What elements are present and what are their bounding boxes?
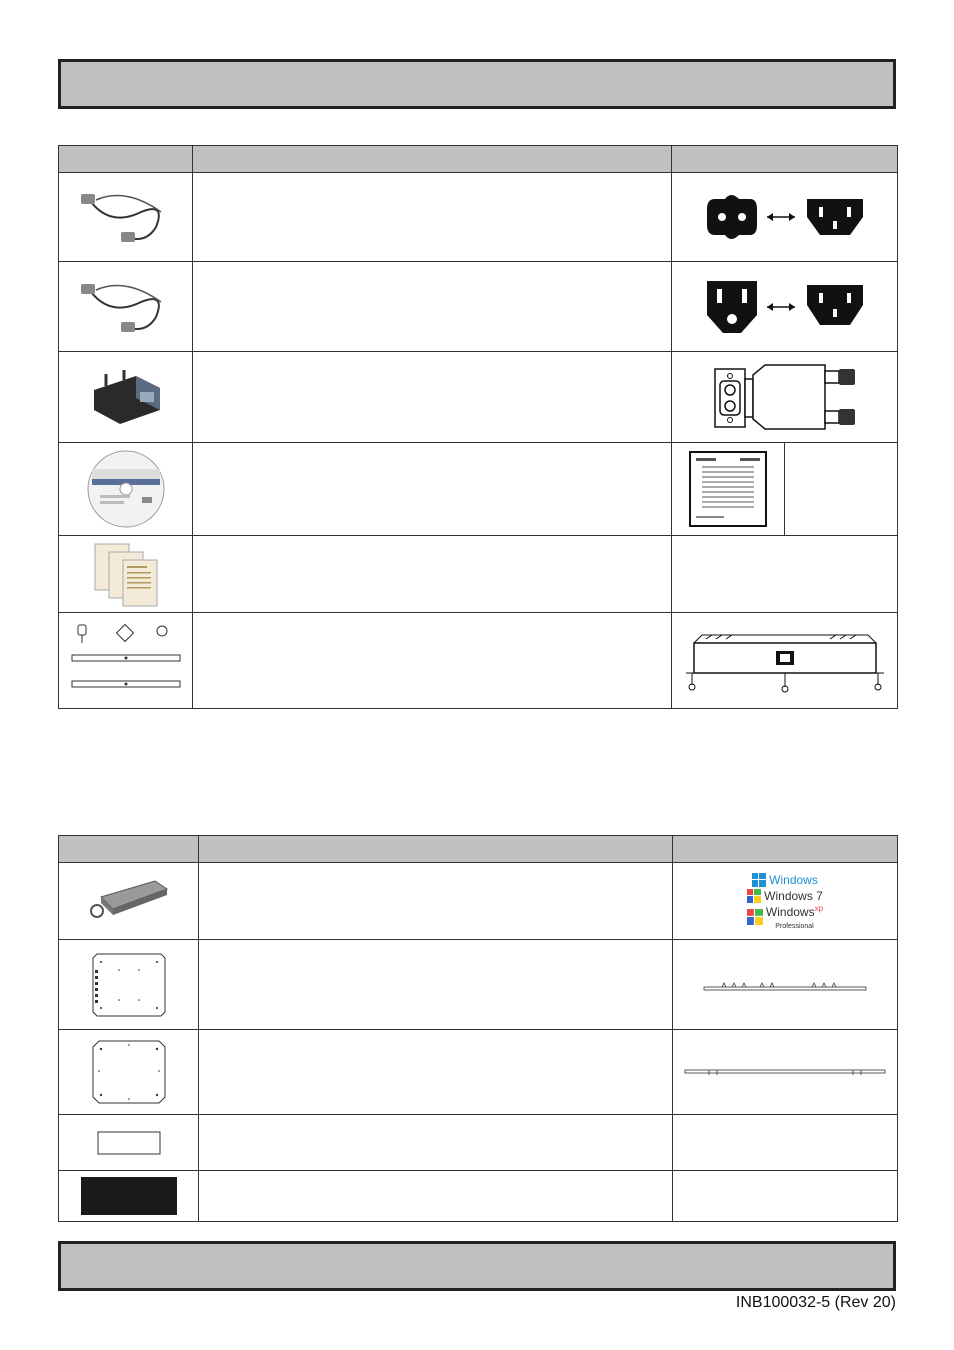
usb-stick-icon [59,863,199,940]
row-description [199,1171,673,1222]
table-row [59,262,898,352]
row-detail-empty [672,536,898,613]
header-cell-description [193,146,672,173]
optional-accessories-table [58,835,898,1222]
panel-flat-profile-icon [673,1030,898,1115]
eu-to-c13-plug-adapter-icon [672,173,898,262]
us-to-c13-plug-adapter-icon [672,262,898,352]
product-material-dvd-icon [59,443,193,536]
row-description [199,1115,673,1171]
row-description [199,1030,673,1115]
xp-professional-label: Professional [775,922,814,930]
row-description [193,443,672,536]
header-cell-detail [673,836,898,863]
header-cell-image [59,146,193,173]
standard-accessories-table [58,145,898,709]
table-row [59,1115,898,1171]
printed-documents-icon [59,536,193,613]
table-row [59,940,898,1030]
row-description [193,173,672,262]
windows-label: Windows [769,872,818,887]
row-description [193,536,672,613]
dvd-contents-cell [672,443,898,536]
row-description [199,940,673,1030]
xp-label: xp [814,903,824,913]
row-description [193,352,672,443]
mounting-hardware-icon [59,613,193,709]
dvd-contents-sheet-icon [672,443,785,535]
table-row [59,173,898,262]
eu-power-cord-icon [59,173,193,262]
us-power-cord-icon [59,262,193,352]
table-header-row [59,146,898,173]
table-row [59,443,898,536]
document-code: INB100032-5 (Rev 20) [735,1294,896,1311]
enclosure-bracket-diagram-icon [672,613,898,709]
panel-side-profile-icon [673,940,898,1030]
windows7-label: Windows 7 [764,888,823,903]
table-row [59,352,898,443]
row-description [193,262,672,352]
dc-connector-diagram-icon [672,352,898,443]
front-panel-plate-icon [59,940,199,1030]
header-cell-image [59,836,199,863]
row-description [193,613,672,709]
row-description [199,863,673,940]
table-row [59,863,898,940]
windowsxp-label: Windows [765,904,815,919]
table-row [59,613,898,709]
bottom-title-bar [58,1241,896,1291]
table-header-row [59,836,898,863]
row-detail-empty [673,1115,898,1171]
header-cell-description [199,836,673,863]
windows-logos-icon [673,863,898,940]
header-cell-detail [672,146,898,173]
top-title-bar [58,59,896,109]
dc-power-connector-icon [59,352,193,443]
table-row [59,1030,898,1115]
row-detail-empty [673,1171,898,1222]
table-row [59,536,898,613]
dvd-contents-blank [785,443,897,535]
black-label-icon [59,1171,199,1222]
rear-panel-plate-icon [59,1030,199,1115]
white-label-icon [59,1115,199,1171]
table-row [59,1171,898,1222]
